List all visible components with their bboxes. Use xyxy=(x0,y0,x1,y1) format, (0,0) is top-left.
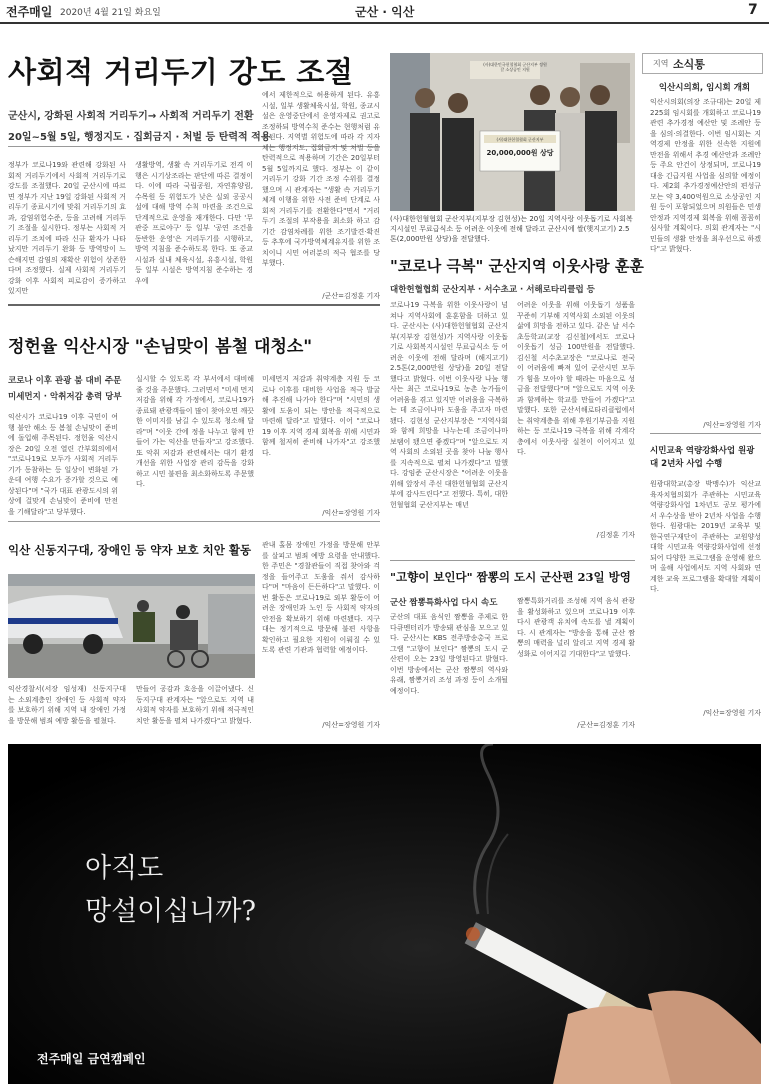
sidebar-news-body: 원광대학교(총장 박맹수)가 익산교육자치협의회가 주관하는 시민교육 역량강화사업 1차년도 공모 평가에서 우수상을 받아 2년차 사업을 수행한다. 원광대는 2019년 교육부 및 한국연구재단이 주관하는 교원양성대학 시민교육 역량강화사업에 선정되어 다양한 프로그램을 운영해 왔으며 올해 사업에서도 지역 사회와 연계한 교육 프로그램을 확대할 계획이다. xyxy=(650,480,761,593)
police-photo xyxy=(8,574,255,678)
sidebar-news-body: 익산시의회(의장 조규대)는 20일 제225회 임시회를 개회하고 코로나19 관련 추가경정 예산안 및 조례안 등을 심의·의결한다. 이번 임시회는 지역경제 안정을 위한 신속한 지원에 만전을 위해서 추경 예산안과 조례안 등 주요 안건이 상정되며, 코로나19 대응 긴급지원 사업을 심의할 예정이다. 제2회 추가경정예산안의 편성규모는 약 3,400억원으로 소상공인 지원 등이 포함되었으며 의원들은 민생 안정과 지역경제 회복을 위해 꼼꼼히 심사할 계획이다. 의회 관계자는 "시민들의 생활 안정을 최우선으로 하겠다"고 밝혔다. xyxy=(650,98,761,253)
article-subheadline: 코로나 이후 관광 붐 대비 주문 xyxy=(8,376,122,386)
article-column: 익산경찰서(서장 임성재) 신동지구대는 소외계층인 장애인 등 사회적 약자를 보호하기 위해 지역 내 장애인 가정을 방문해 범죄 예방 활동을 펼쳤다. xyxy=(8,685,126,725)
article-subheadline: 20일~5월 5일, 행정지도 · 집회금지 · 처벌 등 탄력적 적용 xyxy=(8,132,271,143)
donation-photo xyxy=(390,53,635,211)
article-column: 에서 제한적으로 허용하게 된다. 유흥시설, 일부 생활체육시설, 학원, 종교시설은 운영중단에서 운영자제로 권고로 조정하되 방역수칙 준수는 현행처럼 유지된다. 지역별 위험도에 따라 각 지자체는 행정지도, 집회금지 및 처벌 등을 탄력적으로 적용하며 기간은 20일부터 5월 5일까지로 했다. 정부는 이 같이 거리두기 강화 기간 조정 수위를 결정했으며 시 관계자는 "생활 속 거리두기 체계 이행을 위한 사전 준비 단계로 사회적 거리두기를 전환한다"면서 "거리두기 조절의 부작용을 최소화 하고 감기간 감염차례를 위한 조기발견·확진 등 추후에 국가방역체계유지를 위한 조치이니 시민 여러분의 적극 협조를 당부했다. xyxy=(262,91,380,267)
page-header xyxy=(0,0,769,24)
issue-date: 2020년 4월 21일 화요일 xyxy=(60,8,161,18)
photo-check-text: (사)대한헌혈협회 군산지부 xyxy=(496,137,544,142)
article-column: 정부가 코로나19와 관련해 강화된 사회적 거리두기에서 사회적 거리두기로 강도를 조절했다. 20일 군산시에 따르면 정부가 지난 19일 강화된 사회적 거리두기 종료시기에 맞춰 거리두기의 효과, 감염위험수준, 등을 고려해 거리두기 조절을 실시한다. 정부는 사회적 거리두기 조치에 따라 신규 환자가 나타났지만 거리두기 완화 등 방역망이 느슨해지면 감염의 재확산 위험이 상존한다며 조정했다. 실제 사회적 거리두기 강화 이후 사회적 피로감이 증가하고 있지만 xyxy=(8,161,126,295)
byline: /익산=장영원 기자 xyxy=(703,421,761,429)
article-headline: 정헌율 익산시장 "손님맞이 봄철 대청소" xyxy=(8,337,313,357)
police-photo-illustration xyxy=(8,574,255,678)
page-number: 7 xyxy=(748,2,758,18)
sidebar-news-title: 시민교육 역량강화사업 원광대 2년차 사업 수행 xyxy=(650,446,755,469)
byline: /익산=장영원 기자 xyxy=(322,721,380,729)
article-column: 생활방역, 생활 속 거리두기로 전격 이행은 시기상조라는 판단에 따른 결정이다. 이에 따라 국립공원, 자연휴양림, 수목원 등 위험도가 낮은 실외 공공시설에 대해 방역 수칙 마련을 조건으로 단계적으로 운영을 재개한다. 다만 '무관중 프로야구' 등 일부 '공연 조건을 동반한 운영'은 거리두기를 시행하고, 방역 지침을 준수하도록 한다. 또 종교시설과 실내 체육시설, 유흥시설, 학원 등 일부 시설은 방역지침 준수하는 경우에 xyxy=(135,161,253,285)
article-column: 실시할 수 있도록 각 부서에서 대비해 줄 것을 주문했다. 그러면서 "미세 먼지 저감을 위해 각 가정에서, 코로나19가 종료돼 관광객들이 많이 찾아오면 깨끗한 이미지를 남길 수 있도록 청소해 달라"며 "이웃 간에 정을 나누고 함께 만들어 가는 익산을 만들자"고 강조했다. 또 악취 저감과 관련해서는 대기 환경 개선을 위한 사업장 관리 감독을 강화하고 시민 불편을 최소화하도록 주문했다. xyxy=(136,375,254,488)
article-column: 짬뽕특화거리를 조성해 지역 음식 관광을 활성화하고 있으며 코로나19 이후 다시 관광객 유치에 속도를 낼 계획이다. 시 관계자는 "방송을 통해 군산 짬뽕의 매력을 널리 알리고 지역 경제 활성화로 이어지길 기대한다"고 말했다. xyxy=(517,597,635,658)
sidebar-header xyxy=(642,53,763,74)
anti-smoking-ad xyxy=(8,744,761,1084)
sidebar-title: 소식통 xyxy=(673,58,705,71)
article-column: 어려운 이웃을 위해 이웃돕기 성품을 꾸준히 기부해 지역사회 소외된 이웃의 삶에 희망을 전하고 있다. 같은 날 서수초등학교(교장 김신철)에서도 코로나 이웃돕기 성금 100만원을 전달했다. 김신철 서수초교장은 "코로나로 전국이 어려움에 빠져 있어 군산시민 모두가 힘을 모아야 할 때라는 마음으로 성금을 전달했다"며 "앞으로도 지역 이웃과 함께하는 학교를 만들어 가겠다"고 말했다. 또한 군산서해로타리클럽에서는 취약계층을 위해 후원기부금을 지원하는 등 코로나19 극복을 위해 각계각층에서 이웃사랑 실천이 이어지고 있다. xyxy=(517,301,635,456)
article-subheadline: 군산 짬뽕특화사업 다시 속도 xyxy=(390,598,498,608)
sidebar-label: 지역 xyxy=(653,59,669,68)
ad-headline: 아직도 xyxy=(85,853,164,884)
article-headline: "코로나 극복" 군산지역 이웃사랑 훈훈 xyxy=(390,257,644,275)
byline: /익산=장영원 기자 xyxy=(322,509,380,517)
article-subheadline: 대한헌혈협회 군산지부 · 서수초교 · 서해로타리클럽 등 xyxy=(390,285,595,295)
byline: /익산=장영원 기자 xyxy=(703,709,761,717)
ad-footer: 전주매일 금연캠페인 xyxy=(37,1052,146,1066)
article-column: 관내 홀몸 장애인 가정을 방문해 안부를 살피고 범죄 예방 요령을 안내했다. 한 주민은 "경찰관들이 직접 찾아와 걱정을 들어주고 도움을 줘서 감사하다"며 "마음이 든든하다"고 말했다. 이번 활동은 코로나19로 외부 활동이 어려운 장애인과 노인 등 사회적 약자의 안전을 확보하기 위해 마련됐다. 지구대는 정기적으로 방문해 불편 사항을 확인하고 필요한 지원이 이뤄질 수 있도록 관련 기관과 협력할 예정이다. xyxy=(262,541,380,654)
section-title: 군산 · 익산 xyxy=(355,5,415,19)
byline: /김정훈 기자 xyxy=(596,531,635,539)
article-column: 만들어 공감과 호응을 이끌어냈다. 신동지구대 관계자는 "앞으로도 지역 내 사회적 약자를 보호하기 위해 적극적인 치안 활동을 펼쳐 나가겠다"고 밝혔다. xyxy=(136,685,254,725)
divider xyxy=(8,304,380,306)
photo-caption: (사)대한헌혈협회 군산지부(지부장 김현성)는 20일 지역사랑 이웃돕기로 사회복지시설인 무료급식소 등 어려운 이웃에 전해 달라고 군산시에 쌀(햇지고기) 2.5톤(2,000만원 상당)을 전달했다. xyxy=(390,215,633,243)
sidebar-news-title: 익산시의회, 임시회 개회 xyxy=(658,83,751,93)
divider xyxy=(8,521,380,522)
article-column: 코로나19 극복을 위한 이웃사랑이 넘쳐나 지역사회에 훈훈함을 더하고 있다. 군산시는 (사)대한헌혈협회 군산지부(지부장 김현성)가 지역사랑 이웃돕기로 사회복지시설인 무료급식소 등 어려운 이웃에 전해 달라며 (해지고기) 2.5톤(2,000만원 상당)을 20일 전달했다고 밝혔다. 이번 이웃사랑 나눔 행사는 최근 코로나19로 농촌 농가들이 어려움을 겪고 있지만 어려움을 극복하는 데 조금이나마 도움을 주고자 마련됐다. 김현성 군산지부장은 "지역사회와 함께 희망을 나누는데 조금이나마 보탬이 됐으면 좋겠다"며 "앞으로도 지역 사회의 소외된 곳을 찾아 나눔 행사를 지속적으로 펼쳐 나가겠다"고 말했다. 강임준 군산시장은 "어려운 이웃을 위해 앞장서 주신 대한헌혈협회 군산지부에 감사드린다"고 전했다. 특히, 대한헌혈협회 군산지부는 매년 xyxy=(390,301,508,509)
donation-photo-illustration xyxy=(390,53,635,211)
article-subheadline: 군산시, 강화된 사회적 거리두기→ 사회적 거리두기 전환 xyxy=(8,111,254,122)
article-subheadline: 미세먼지 · 악취저감 총력 당부 xyxy=(8,392,122,402)
article-headline: 익산 신동지구대, 장애인 등 약자 보호 치안 활동 xyxy=(8,543,252,557)
byline: /군산=김정훈 기자 xyxy=(322,292,380,300)
divider xyxy=(390,560,635,561)
newspaper-brand: 전주매일 xyxy=(6,5,53,19)
article-headline: 사회적 거리두기 강도 조절 xyxy=(8,55,354,89)
divider xyxy=(650,433,761,434)
photo-banner-text: (사)대한민국헌혈협회 군산지부 정원갈 소상공인 지원 xyxy=(483,62,547,72)
byline: /군산=김정훈 기자 xyxy=(577,721,635,729)
article-headline: "고향이 보인다" 짬뽕의 도시 군산편 23일 방영 xyxy=(390,570,631,584)
photo-check-amount: 20,000,000원 상당 xyxy=(486,149,554,157)
article-column: 미세먼지 저감과 취약계층 지원 등 코로나 이후를 대비한 사업을 적극 발굴해 추진해 나가야 한다"며 "시민의 생활에 도움이 되는 방안을 적극적으로 마련해 달라"고 말했다. 이어 "코로나19 이후 지역 경제 회복을 위해 시민과 함께 철저히 준비해 나가자"고 강조했다. xyxy=(262,375,380,457)
article-column: 익산시가 코로나19 이후 국민이 여행 불안 해소 등 봄철 손님맞이 준비에 돌입해 주목된다. 정헌율 익산시장은 20일 오전 열린 간부회의에서 "코로나19로 모두가 사회적 거리두기가 동참하는 등 일상이 변화된 가운데 여행 수요가 증가할 것으로 예상된다"며 "국가 대표 관광도시의 위상에 걸맞게 손님맞이 준비에 만전을 기해달라"고 당부했다. xyxy=(8,413,118,516)
article-column: 군산의 대표 음식인 짬뽕을 주제로 한 다큐멘터리가 방송돼 관심을 모으고 있다. 군산시는 KBS 전주방송총국 프로그램 "고향이 보인다" 짬뽕의 도시 군산편이 오는 23일 방영된다고 밝혔다. 이번 방송에서는 군산 짬뽕의 역사와 유래, 짬뽕거리 조성 과정 등이 소개될 예정이다. xyxy=(390,613,508,695)
ad-headline: 망설이십니까? xyxy=(85,896,256,927)
